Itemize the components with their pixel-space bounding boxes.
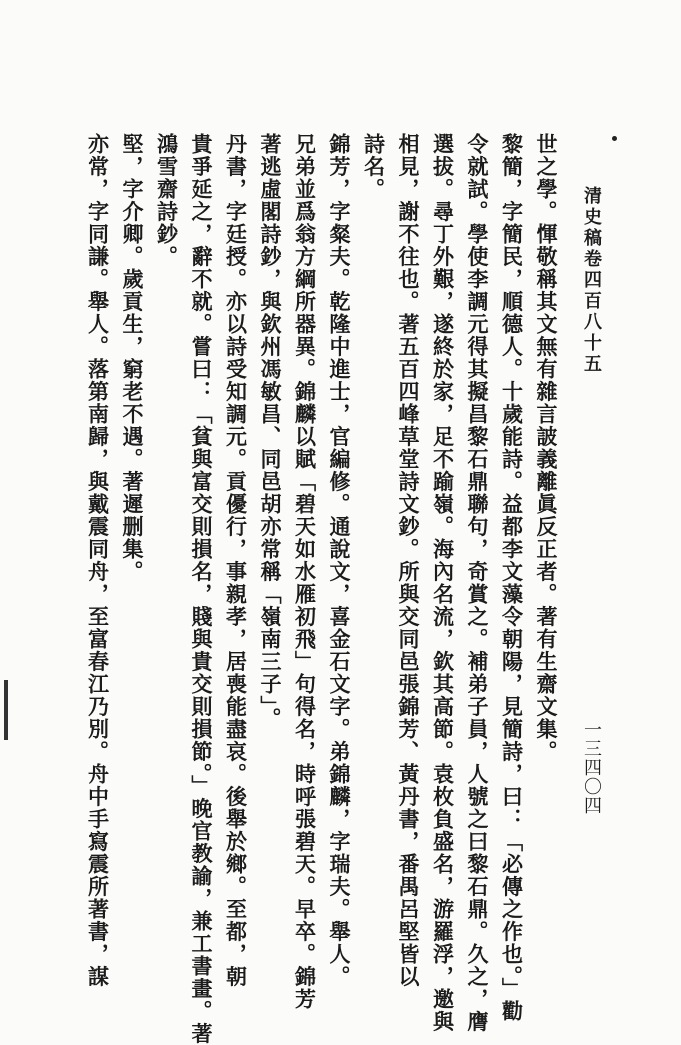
text-column-12: 鴻雪齋詩鈔。 [154, 133, 180, 268]
text-column-6: 詩名。 [361, 133, 387, 201]
text-column-8: 兄弟並爲翁方綱所器異。錦麟以賦「碧天如水雁初飛」句得名，時呼張碧天。早卒。錦芳 [292, 133, 318, 1011]
text-column-9: 著逃虛閣詩鈔，與欽州馮敏昌、同邑胡亦常稱「嶺南三子」。 [258, 133, 283, 730]
text-column-4: 選拔。尋丁外艱，遂終於家，足不踰嶺。海內名流，欽其高節。袁枚負盛名，游羅浮，邀與 [430, 133, 456, 1033]
text-column-13: 堅，字介卿。歲貢生，窮老不遇。著遲删集。 [120, 133, 145, 583]
text-column-14: 亦常，字同謙。舉人。落第南歸，與戴震同舟，至富春江乃別。舟中手寫震所著書，謀 [85, 133, 111, 988]
text-column-2: 黎簡，字簡民，順德人。十歲能詩。益都李文藻令朝陽，見簡詩，曰：「必傳之作也。」勸 [499, 133, 525, 1023]
main-text [80, 133, 563, 1045]
text-column-11: 貴爭延之，辭不就。嘗曰：「貧與富交則損名，賤與貴交則損節。」晚官教諭，兼工書畫。著 [189, 133, 214, 1045]
binding-edge-mark [4, 680, 8, 740]
ink-dot [612, 136, 617, 141]
text-column-5: 相見，謝不往也。著五百四峰草堂詩文鈔。所與交同邑張錦芳、黃丹書，番禺呂堅皆以 [396, 133, 421, 988]
text-column-1: 世之學。惲敬稱其文無有雜言詖義離眞反正者。著有生齋文集。 [534, 133, 559, 763]
running-header: 清史稿卷四百八十五 [581, 186, 602, 375]
page-number: 一三四〇四 [581, 720, 602, 815]
text-column-7: 錦芳，字粲夫。乾隆中進士，官編修。通說文，喜金石文字。弟錦麟，字瑞夫。舉人。 [327, 133, 352, 988]
text-column-10: 丹書，字廷授。亦以詩受知調元。貢優行，事親孝，居喪能盡哀。後舉於鄉。至都，朝 [223, 133, 249, 988]
text-column-3: 令就試。學使李調元得其擬昌黎石鼎聯句，奇賞之。補弟子員，人號之曰黎石鼎。久之，膺 [465, 133, 490, 1033]
